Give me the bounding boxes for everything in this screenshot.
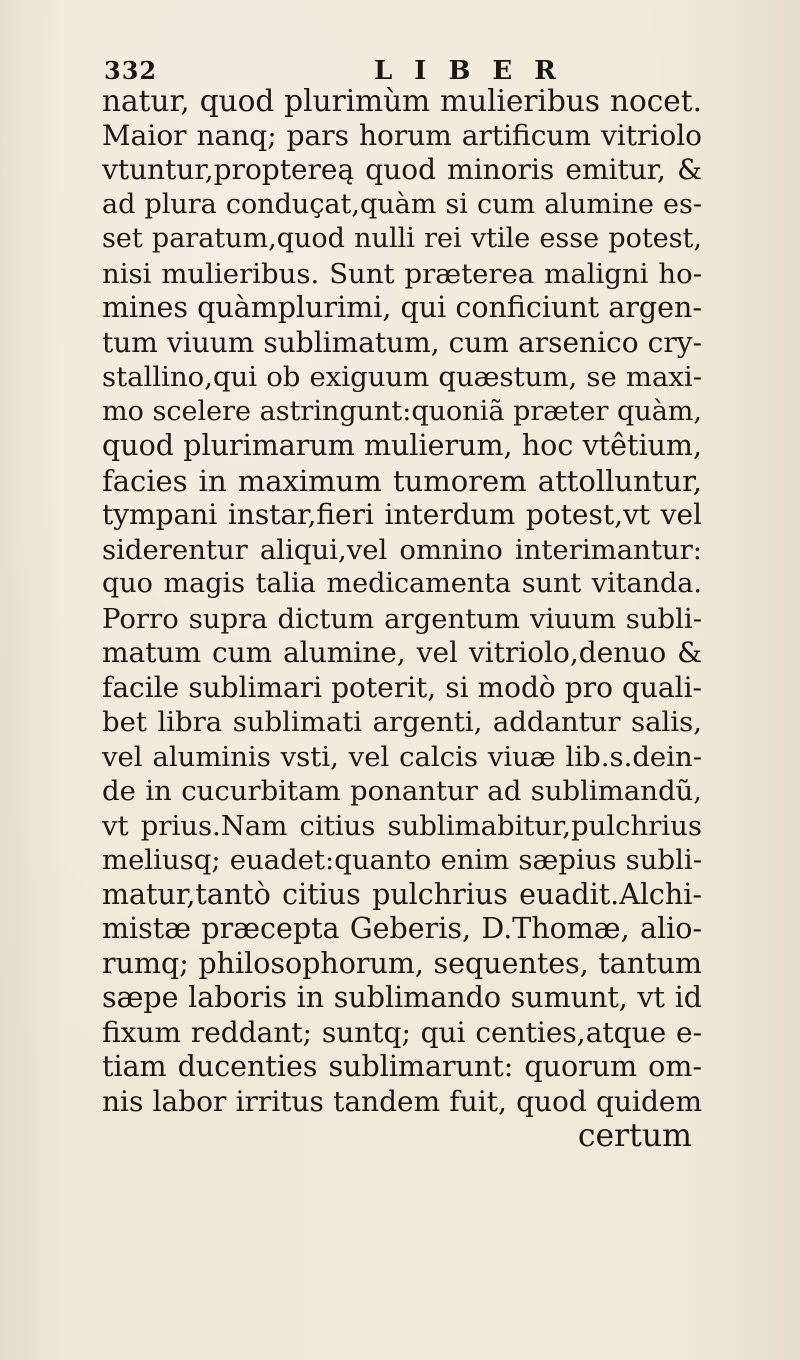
catchword: certum bbox=[577, 1118, 692, 1154]
text-line: fixum reddant; suntq; qui centies,atque e- bbox=[102, 1015, 702, 1049]
text-line: facies in maximum tumorem attolluntur, bbox=[102, 463, 702, 498]
text-line: nis labor irritus tandem fuit, quod quidem bbox=[102, 1084, 702, 1118]
text-line: natur, quod plurimùm mulieribus nocet. bbox=[102, 84, 702, 118]
text-line: bet libra sublimati argenti, addantur salis, bbox=[102, 706, 702, 738]
text-line: Porro supra dictum argentum viuum subli- bbox=[102, 602, 702, 635]
text-line: matur,tantò citius pulchrius euadit.Alchi- bbox=[102, 877, 702, 911]
text-line: meliusq; euadet:quanto enim sæpius subli- bbox=[102, 844, 702, 876]
text-line: tiam ducenties sublimarunt: quorum om- bbox=[102, 1050, 702, 1083]
text-line: matum cum alumine, vel vitriolo,denuo & bbox=[102, 636, 702, 669]
text-line: siderentur aliqui,vel omnino interimantur: bbox=[102, 533, 702, 566]
text-line: vel aluminis vsti, vel calcis viuæ lib.s.dein- bbox=[102, 740, 702, 773]
text-line: stallino,qui ob exiguum quæstum, se maxi- bbox=[102, 361, 702, 393]
text-line: tympani instar,fieri interdum potest,vt vel bbox=[102, 498, 702, 531]
text-line: tum viuum sublimatum, cum arsenico cry- bbox=[102, 325, 702, 359]
text-line: mo scelere astringunt:quoniã præter quàm, bbox=[102, 395, 702, 427]
text-line: de in cucurbitam ponantur ad sublimandũ, bbox=[102, 775, 702, 807]
text-line: mines quàmplurimi, qui conficiunt argen- bbox=[102, 291, 702, 324]
text-line: nisi mulieribus. Sunt præterea maligni ho- bbox=[102, 257, 702, 290]
text-line: quo magis talia medicamenta sunt vitanda. bbox=[102, 568, 702, 599]
text-line: vtuntur,proptereą quod minoris emitur, & bbox=[102, 153, 702, 186]
text-line: quod plurimarum mulierum, hoc vtêtium, bbox=[102, 429, 702, 462]
text-line: facile sublimari poterit, si modò pro quali- bbox=[102, 670, 702, 704]
text-line: mistæ præcepta Geberis, D.Thomæ, alio- bbox=[102, 912, 702, 945]
text-line: ad plura conduçat,quàm si cum alumine es- bbox=[102, 188, 702, 220]
text-line: set paratum,quod nulli rei vtile esse potest, bbox=[102, 223, 702, 254]
text-line: rumq; philosophorum, sequentes, tantum bbox=[102, 946, 702, 980]
page-number: 332 bbox=[104, 56, 158, 85]
running-head: LIBER bbox=[374, 56, 578, 86]
text-line: Maior nanq; pars horum artificum vitriolo bbox=[102, 118, 702, 152]
text-line: sæpe laboris in sublimando sumunt, vt id bbox=[102, 981, 702, 1014]
text-line: vt prius.Nam citius sublimabitur,pulchrius bbox=[102, 809, 702, 842]
